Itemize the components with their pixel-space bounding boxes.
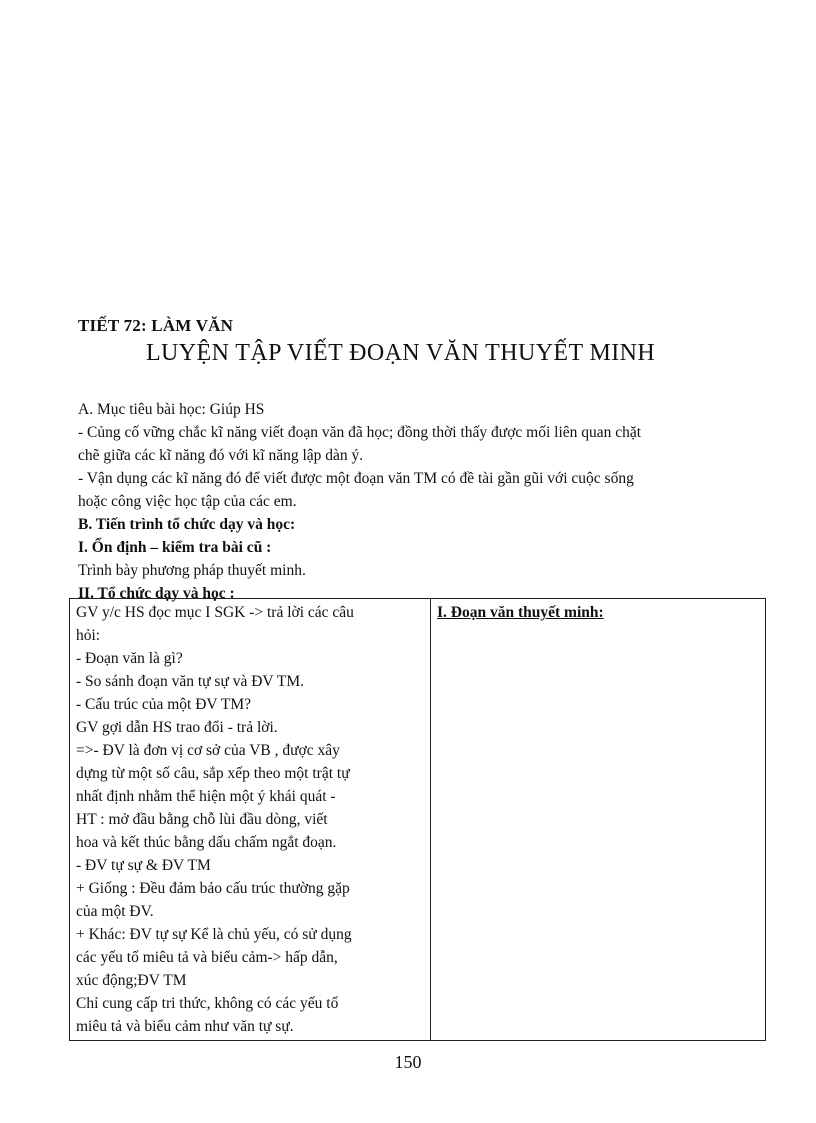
table-line: - Cấu trúc của một ĐV TM? — [76, 696, 252, 713]
activity-table — [69, 598, 766, 1041]
table-line: =>- ĐV là đơn vị cơ sở của VB , được xây — [76, 742, 340, 759]
lesson-title: LUYỆN TẬP VIẾT ĐOẠN VĂN THUYẾT MINH — [146, 340, 656, 366]
section-b-heading: B. Tiến trình tổ chức dạy và học: — [78, 516, 296, 533]
section-a-line: hoặc công việc học tập của các em. — [78, 493, 297, 510]
table-line: GV y/c HS đọc mục I SGK -> trả lời các câu — [76, 604, 354, 621]
lesson-label: TIẾT 72: LÀM VĂN — [78, 316, 234, 335]
table-line: dựng từ một số câu, sắp xếp theo một trật tự — [76, 765, 350, 782]
section-a-line: chẽ giữa các kĩ năng đó với kĩ năng lập dàn ý. — [78, 447, 364, 464]
table-line: - Đoạn văn là gì? — [76, 650, 183, 667]
section-a-line: - Vận dụng các kĩ năng đó để viết được một đoạn văn TM có đề tài gần gũi với cuộc sống — [78, 470, 634, 487]
table-line: GV gợi dẫn HS trao đổi - trả lời. — [76, 719, 278, 736]
section-a-heading: A. Mục tiêu bài học: Giúp HS — [78, 401, 265, 418]
lesson-body — [78, 398, 758, 605]
table-line: xúc động;ĐV TM — [76, 972, 187, 989]
table-line: hỏi: — [76, 627, 101, 644]
part1-heading: I. Ổn định – kiểm tra bài cũ : — [78, 539, 272, 556]
page-number: 150 — [394, 1052, 422, 1072]
content-heading: I. Đoạn văn thuyết minh: — [437, 604, 604, 621]
table-line: các yếu tố miêu tả và biểu cảm-> hấp dẫn, — [76, 949, 338, 966]
teacher-student-activity-cell — [70, 599, 431, 1041]
table-row — [70, 599, 766, 1041]
table-line: - ĐV tự sự & ĐV TM — [76, 857, 211, 874]
table-line: + Giống : Đều đảm bảo cấu trúc thường gặp — [76, 880, 350, 897]
table-line: của một ĐV. — [76, 903, 154, 920]
part1-text: Trình bày phương pháp thuyết minh. — [78, 562, 306, 579]
table-line: - So sánh đoạn văn tự sự và ĐV TM. — [76, 673, 305, 690]
part2-heading: II. Tổ chức dạy và học : — [78, 585, 235, 602]
table-line: Chỉ cung cấp tri thức, không có các yếu tố — [76, 995, 339, 1012]
content-cell — [431, 599, 766, 1041]
table-line: nhất định nhằm thể hiện một ý khái quát - — [76, 788, 336, 805]
table-line: + Khác: ĐV tự sự Kể là chủ yếu, có sử dụng — [76, 926, 352, 943]
table-line: hoa và kết thúc bằng dấu chấm ngắt đoạn. — [76, 834, 337, 851]
section-a-line: - Củng cố vững chắc kĩ năng viết đoạn văn đã học; đồng thời thấy được mối liên quan chặt — [78, 424, 642, 441]
table-line: miêu tả và biểu cảm như văn tự sự. — [76, 1018, 294, 1035]
table-line: HT : mở đầu bằng chỗ lùi đầu dòng, viết — [76, 811, 328, 828]
